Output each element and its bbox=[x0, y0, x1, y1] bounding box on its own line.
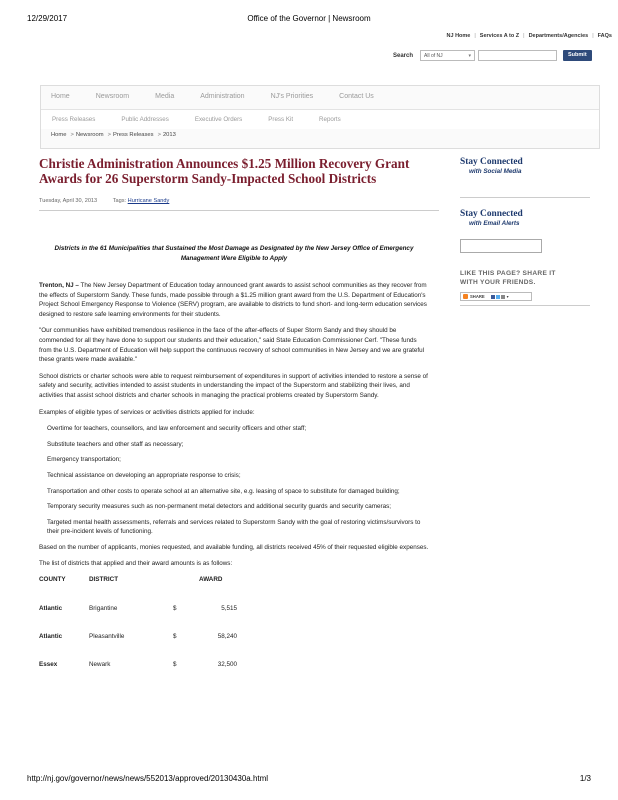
share-prompt-line: LIKE THIS PAGE? SHARE IT bbox=[460, 270, 556, 277]
cell-district: Newark bbox=[89, 661, 111, 669]
print-footer bbox=[27, 774, 591, 786]
email-title: Stay Connected bbox=[460, 209, 523, 219]
chevron-down-icon: ▾ bbox=[468, 53, 472, 59]
cell-amount: 32,500 bbox=[217, 661, 237, 669]
print-url: http://nj.gov/governor/news/news/552013/approved/20130430a.html bbox=[27, 774, 269, 783]
share-prompt-line: WITH YOUR FRIENDS. bbox=[460, 278, 536, 286]
search-scope-value: All of NJ bbox=[424, 53, 443, 59]
list-item: Temporary security measures such as non-permanent metal detectors and additional security guards and security cameras; bbox=[47, 503, 392, 511]
facebook-icon bbox=[491, 295, 495, 299]
table-row bbox=[39, 661, 269, 668]
dateline: Trenton, NJ – bbox=[39, 282, 79, 289]
breadcrumb-separator-icon: > bbox=[70, 132, 74, 138]
table-row bbox=[39, 633, 269, 640]
nav-contact[interactable]: Contact Us bbox=[339, 93, 374, 100]
article-tags bbox=[113, 198, 170, 204]
article-meta bbox=[39, 198, 429, 204]
cell-county: Essex bbox=[39, 661, 58, 669]
cell-currency: $ bbox=[173, 661, 177, 669]
share-prompt bbox=[460, 270, 600, 287]
cell-amount: 5,515 bbox=[221, 605, 237, 613]
share-label: SHARE bbox=[470, 294, 485, 299]
paragraph: Examples of eligible types of services or activities districts applied for include: bbox=[39, 408, 255, 416]
search-submit-button[interactable]: Submit bbox=[563, 50, 592, 61]
twitter-icon bbox=[496, 295, 500, 299]
breadcrumb-newsroom[interactable]: Newsroom bbox=[75, 132, 104, 138]
subnav-public-addresses[interactable]: Public Addresses bbox=[121, 116, 169, 123]
social-subtitle[interactable]: with Social Media bbox=[469, 168, 522, 175]
article-date: Tuesday, April 30, 2013 bbox=[39, 198, 98, 204]
breadcrumb-year: 2013 bbox=[162, 132, 176, 138]
cell-currency: $ bbox=[173, 605, 177, 613]
email-icon bbox=[501, 295, 505, 299]
email-subtitle[interactable]: with Email Alerts bbox=[469, 220, 520, 227]
subnav-press-kit[interactable]: Press Kit bbox=[268, 116, 294, 123]
paragraph bbox=[39, 281, 429, 319]
print-header bbox=[27, 14, 591, 26]
nav-administration[interactable]: Administration bbox=[200, 93, 245, 100]
subnav-press-releases[interactable]: Press Releases bbox=[52, 116, 96, 123]
breadcrumb-separator-icon: > bbox=[107, 132, 111, 138]
list-item: Emergency transportation; bbox=[47, 456, 121, 464]
header-award: AWARD bbox=[199, 576, 223, 584]
tags-label: Tags: bbox=[112, 198, 127, 204]
nav-newsroom[interactable]: Newsroom bbox=[95, 93, 130, 100]
share-button[interactable] bbox=[460, 292, 532, 301]
subnav-reports[interactable]: Reports bbox=[319, 116, 341, 123]
awards-header-row bbox=[39, 576, 269, 583]
sub-nav bbox=[41, 109, 599, 129]
awards-table bbox=[39, 576, 269, 668]
article-subhead: Districts in the 61 Municipalities that Sustained the Most Damage as Designated by the New Jersey Office of Emergency Management Were Eligible to Apply bbox=[54, 245, 414, 262]
print-date: 12/29/2017 bbox=[27, 14, 68, 23]
breadcrumb-home[interactable]: Home bbox=[51, 132, 67, 138]
page-title: Christie Administration Announces $1.25 Million Recovery Grant Awards for 26 Superstorm Sandy-Impacted School Districts bbox=[39, 156, 410, 186]
cell-county: Atlantic bbox=[39, 605, 63, 613]
print-page-number: 1/3 bbox=[579, 774, 591, 783]
sidebar bbox=[460, 157, 600, 306]
paragraph: Based on the number of applicants, monies requested, and available funding, all districts received 45% of their requested eligible expenses. bbox=[39, 543, 429, 551]
list-item: Substitute teachers and other staff as necessary; bbox=[47, 440, 184, 448]
paragraph: "Our communities have exhibited tremendous resilience in the face of the after-effects of Super Storm Sandy and they should be commended for all they have done to support our students and their education," said State Education Commissioner Cerf. "These funds from the U.S. Department of Education will help support the continuous recovery of school communities in New Jersey and we are grateful these grants were made available." bbox=[39, 327, 424, 364]
breadcrumb-press-releases[interactable]: Press Releases bbox=[112, 132, 154, 138]
util-link-departments[interactable]: Departments/Agencies bbox=[528, 33, 589, 39]
nav-priorities[interactable]: NJ's Priorities bbox=[270, 93, 314, 100]
cell-currency: $ bbox=[173, 633, 177, 641]
paragraph: School districts or charter schools were able to request reimbursement of expenditures in support of activities intended to restore a sense of safety and security, activities intended to assist students in understanding the impact of the Superstorm and stabilizing their lives, and activities that assist school districts and charter schools in managing the practical problems created by Superstorm Sandy. bbox=[39, 372, 428, 399]
cell-district: Pleasantville bbox=[89, 633, 125, 641]
header-county: COUNTY bbox=[39, 576, 66, 584]
lead-text: The New Jersey Department of Education today announced grant awards to assist school communities as they recover from the effects of Superstorm Sandy. These funds, made possible through a $1.25 million grant award from the U.S. Department of Education's Project School Emergency Response to Violence (SERV) program, are available to districts to fund short- and long-term education services designed to restore safe learning environments for their students. bbox=[39, 282, 427, 318]
site-navigation bbox=[40, 85, 600, 149]
list-item: Overtime for teachers, counsellors, and law enforcement and security officers and other staff; bbox=[47, 425, 307, 433]
main-nav bbox=[51, 93, 400, 100]
header-district: DISTRICT bbox=[89, 576, 119, 584]
util-link-faqs[interactable]: FAQs bbox=[597, 33, 612, 39]
article bbox=[39, 157, 429, 689]
share-icon bbox=[463, 294, 468, 299]
nav-media[interactable]: Media bbox=[155, 93, 175, 100]
article-body bbox=[39, 281, 429, 569]
paragraph: The list of districts that applied and their award amounts is as follows: bbox=[39, 560, 233, 568]
cell-county: Atlantic bbox=[39, 633, 63, 641]
breadcrumb bbox=[51, 132, 176, 138]
table-row bbox=[39, 605, 269, 612]
divider bbox=[460, 305, 590, 306]
email-field[interactable] bbox=[460, 239, 542, 253]
tag-link[interactable]: Hurricane Sandy bbox=[127, 198, 170, 204]
cell-amount: 58,240 bbox=[217, 633, 237, 641]
util-link-services[interactable]: Services A to Z bbox=[479, 33, 520, 39]
util-link-nj-home[interactable]: NJ Home bbox=[446, 33, 471, 39]
list-item: Transportation and other costs to operate school at an alternative site, e.g. leasing of space to substitute for damaged building; bbox=[47, 487, 400, 495]
divider bbox=[460, 197, 590, 198]
print-page-title: Office of the Governor | Newsroom bbox=[247, 14, 371, 23]
divider bbox=[39, 210, 439, 211]
utility-nav: NJ Home | Services A to Z | Departments/Agencies | FAQs bbox=[446, 33, 612, 39]
list-item: Targeted mental health assessments, referrals and services related to Superstorm Sandy with the goal of restoring victims/survivors to their pre-incident levels of functioning. bbox=[47, 518, 421, 536]
chevron-down-icon: ▾ bbox=[506, 294, 509, 299]
search-scope-select[interactable] bbox=[420, 50, 475, 61]
search-label: Search bbox=[393, 52, 414, 59]
subnav-executive-orders[interactable]: Executive Orders bbox=[194, 116, 243, 123]
list-item: Technical assistance on developing an appropriate response to crisis; bbox=[47, 471, 241, 479]
social-title: Stay Connected bbox=[460, 157, 523, 167]
nav-home[interactable]: Home bbox=[51, 93, 70, 100]
eligible-activities-list bbox=[39, 424, 429, 537]
search-bar bbox=[393, 49, 592, 62]
search-input[interactable] bbox=[478, 50, 557, 61]
breadcrumb-separator-icon: > bbox=[157, 132, 161, 138]
cell-district: Brigantine bbox=[89, 605, 118, 613]
